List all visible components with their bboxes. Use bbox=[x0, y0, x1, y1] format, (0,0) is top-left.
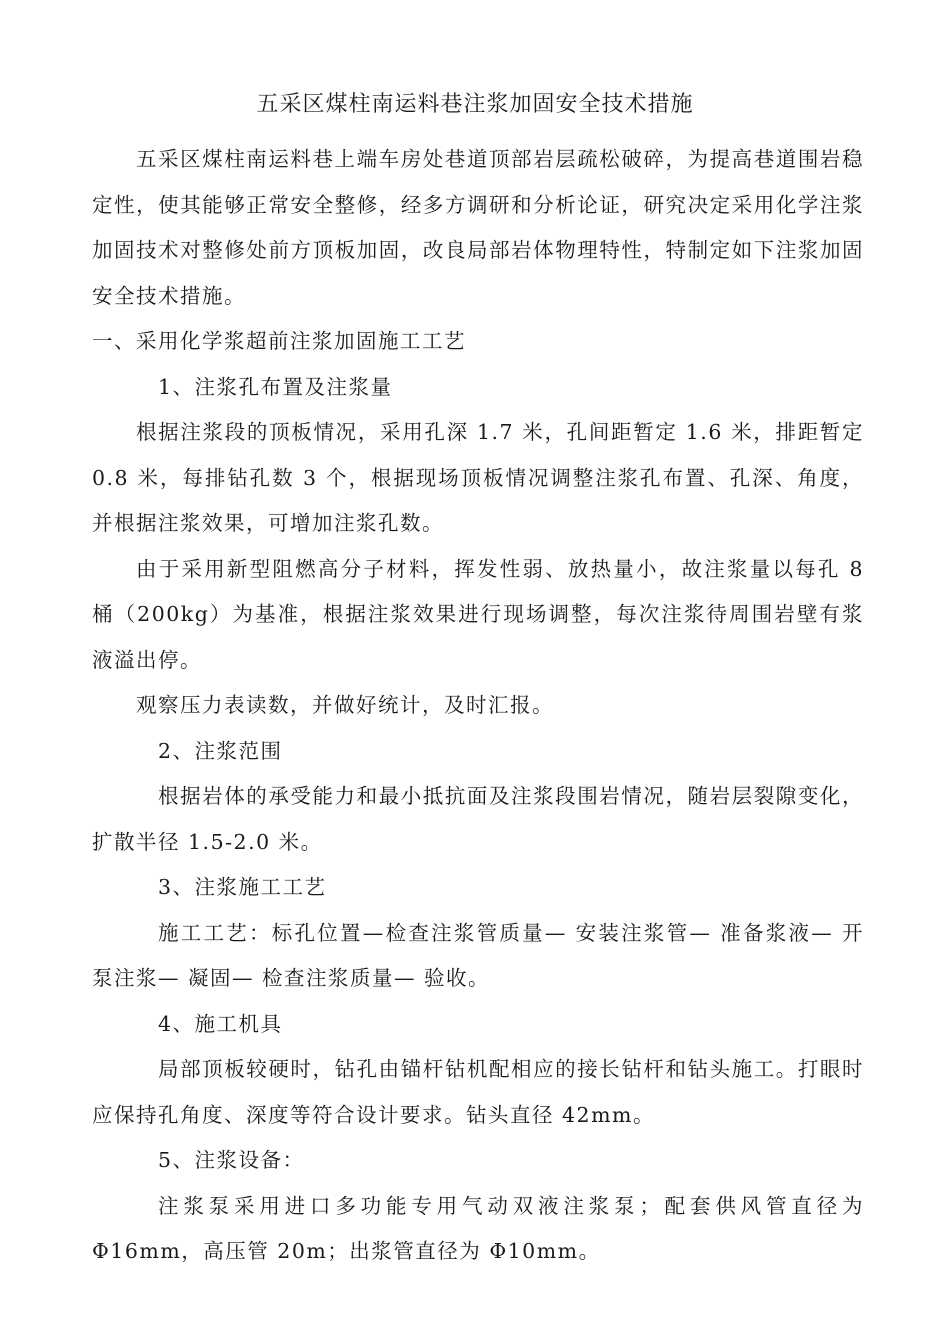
subsection-3-paragraph-1: 施工工艺：标孔位置—检查注浆管质量— 安装注浆管— 准备浆液— 开泵注浆— 凝固— 检查注浆质量— 验收。 bbox=[92, 920, 864, 990]
subsection-1-paragraph-1: 根据注浆段的顶板情况，采用孔深 1.7 米，孔间距暂定 1.6 米，排距暂定 0.8 米，每排钻孔数 3 个，根据现场顶板情况调整注浆孔布置、孔深、角度，并根据注浆效果，可增加注浆孔数。 bbox=[92, 420, 864, 535]
subsection-2-heading: 2、注浆范围 bbox=[158, 738, 283, 763]
section-1-heading: 一、采用化学浆超前注浆加固施工工艺 bbox=[92, 329, 466, 353]
document-body bbox=[92, 137, 864, 1275]
subsection-4-paragraph-1: 局部顶板较硬时，钻孔由锚杆钻机配相应的接长钻杆和钻头施工。打眼时应保持孔角度、深度等符合设计要求。钻头直径 42mm。 bbox=[92, 1057, 864, 1127]
subsection-1-paragraph-2: 由于采用新型阻燃高分子材料，挥发性弱、放热量小，故注浆量以每孔 8 桶（200kg）为基准，根据注浆效果进行现场调整，每次注浆待周围岩壁有浆液溢出停。 bbox=[92, 556, 864, 672]
intro-paragraph: 五采区煤柱南运料巷上端车房处巷道顶部岩层疏松破碎，为提高巷道围岩稳定性，使其能够正常安全整修，经多方调研和分析论证，研究决定采用化学注浆加固技术对整修处前方顶板加固，改良局部岩体物理特性，特制定如下注浆加固安全技术措施。 bbox=[92, 147, 864, 308]
subsection-3-heading: 3、注浆施工工艺 bbox=[158, 875, 327, 899]
subsection-4-heading: 4、施工机具 bbox=[158, 1011, 283, 1036]
subsection-5-heading: 5、注浆设备： bbox=[158, 1148, 305, 1172]
subsection-2-paragraph-1: 根据岩体的承受能力和最小抵抗面及注浆段围岩情况，随岩层裂隙变化，扩散半径 1.5-2.0 米。 bbox=[92, 784, 864, 854]
subsection-1-paragraph-3: 观察压力表读数，并做好统计，及时汇报。 bbox=[136, 693, 554, 717]
subsection-1-heading: 1、注浆孔布置及注浆量 bbox=[158, 374, 393, 399]
subsection-5-paragraph-1: 注浆泵采用进口多功能专用气动双液注浆泵；配套供风管直径为 Φ16mm，高压管 20m；出浆管直径为 Φ10mm。 bbox=[92, 1193, 864, 1263]
document-title: 五采区煤柱南运料巷注浆加固安全技术措施 bbox=[256, 92, 694, 117]
